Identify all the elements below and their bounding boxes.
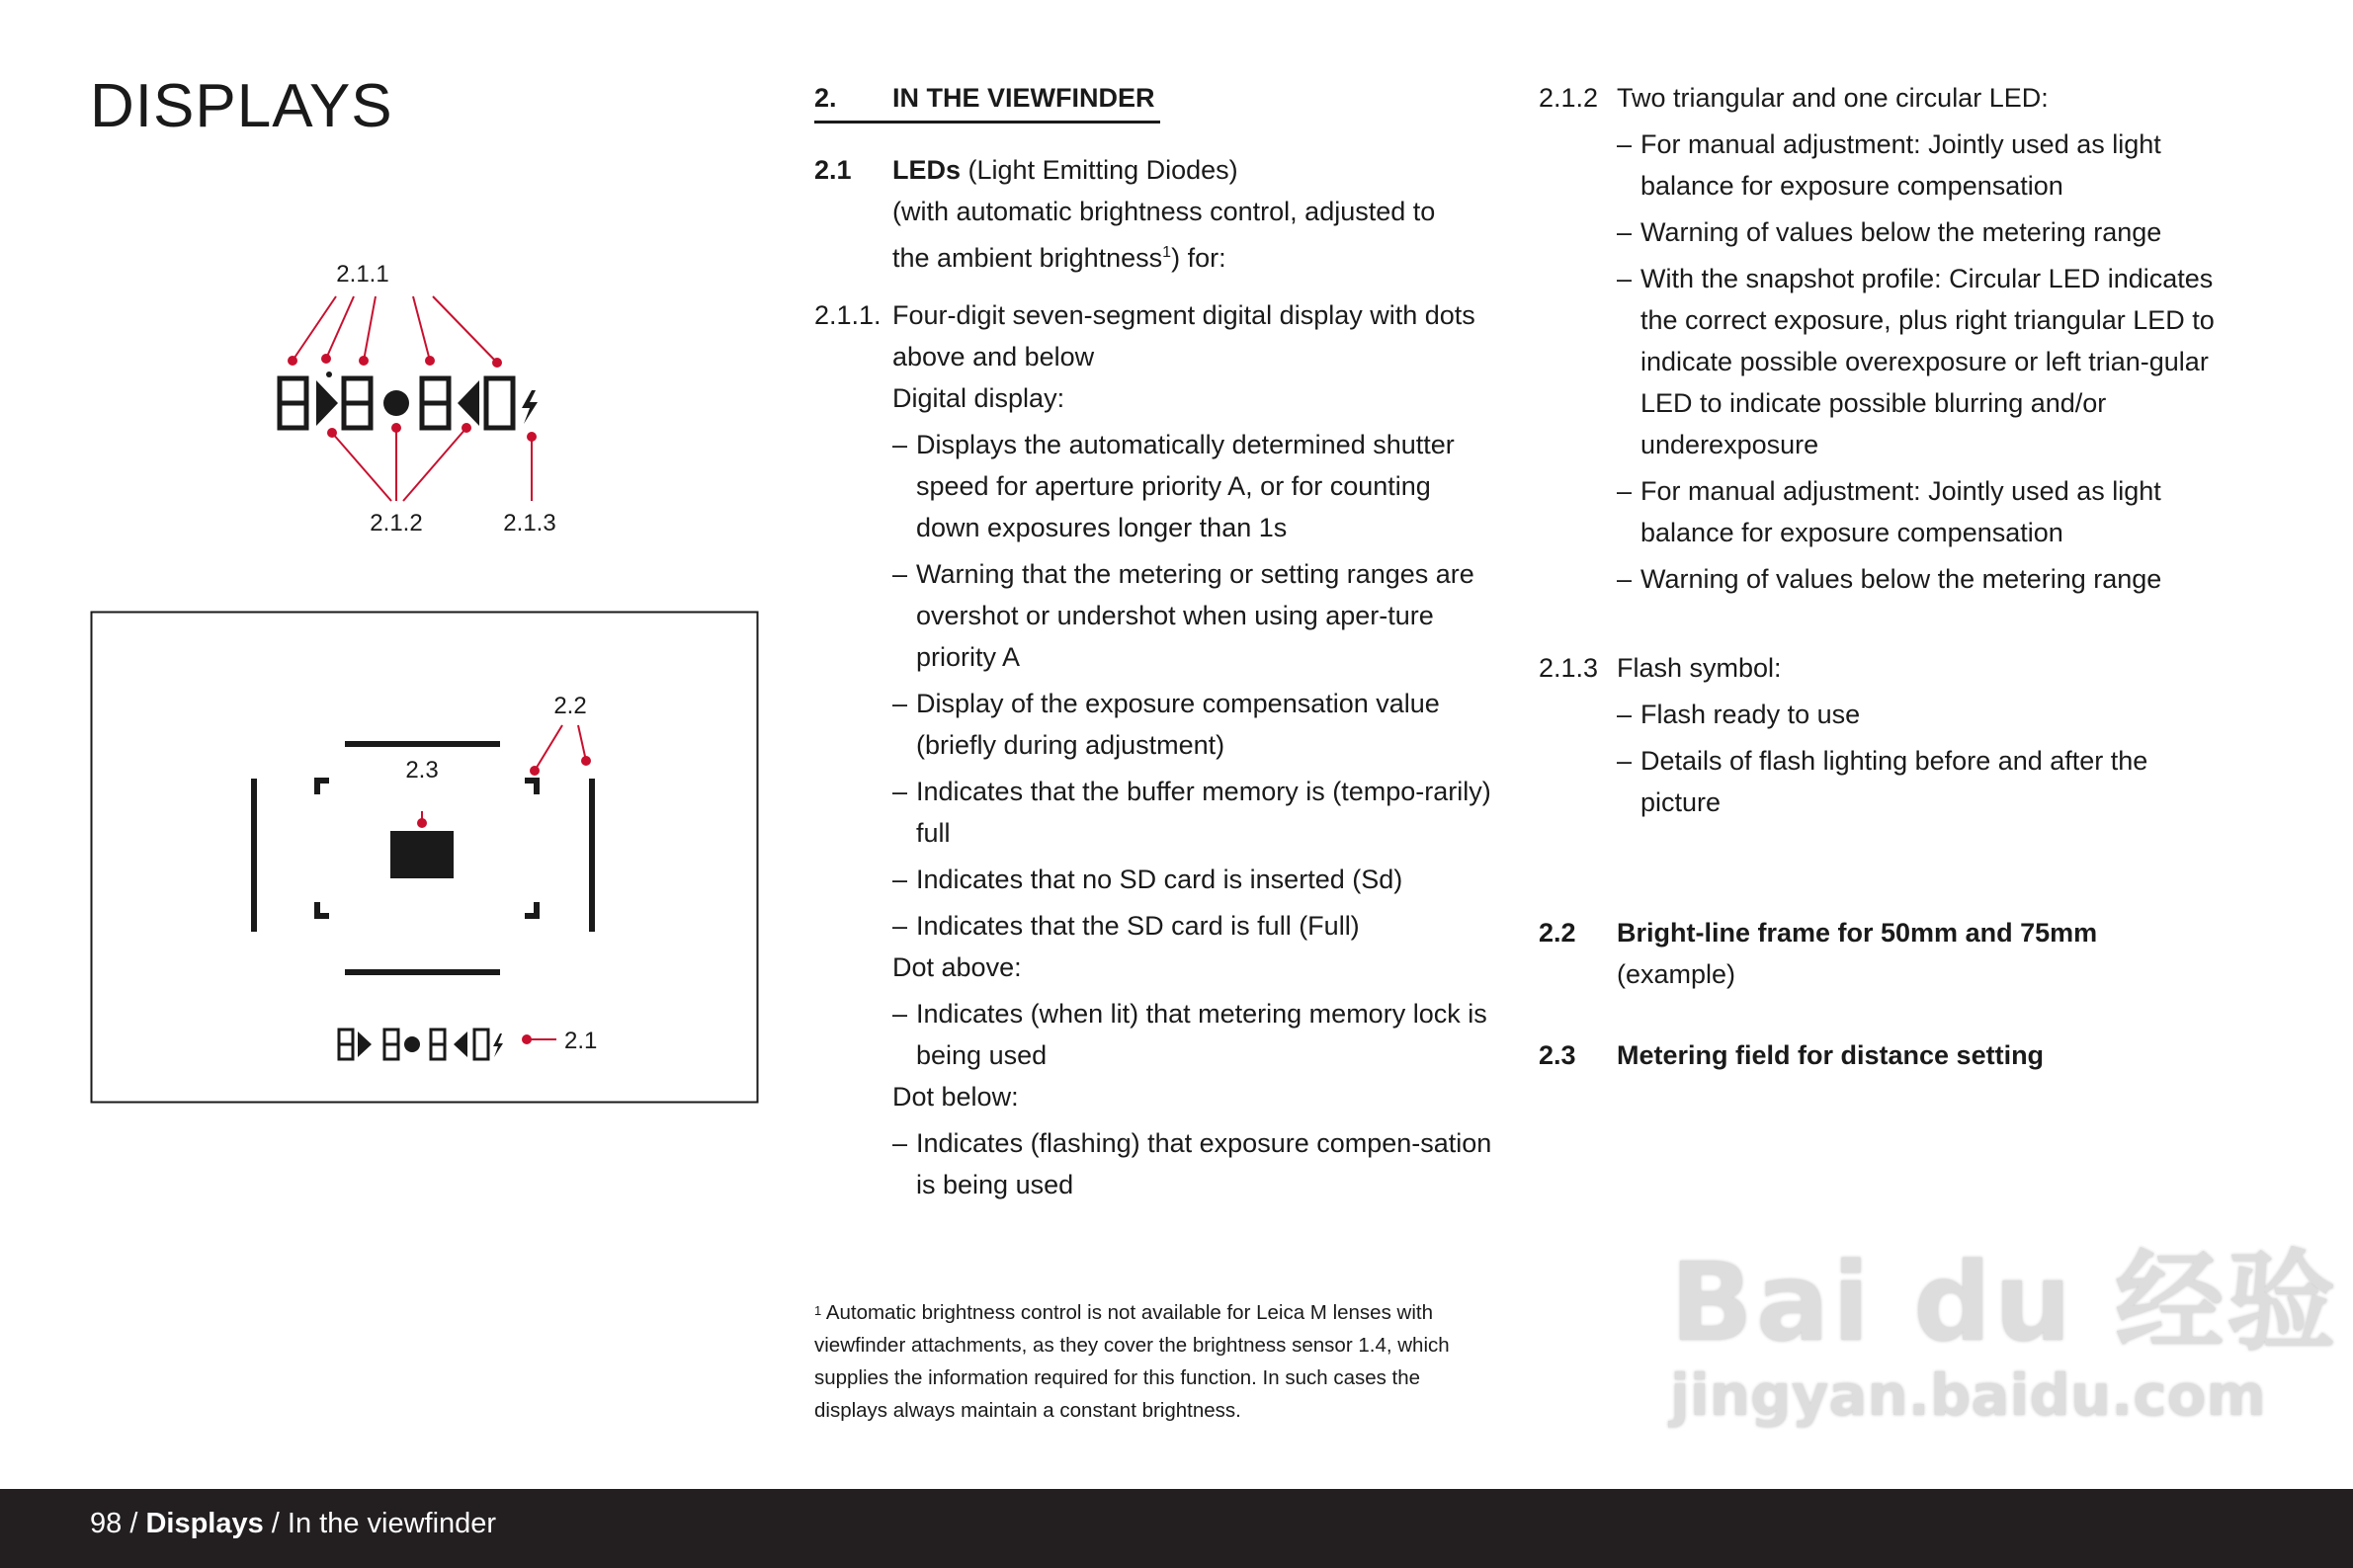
- leds-line-3: the ambient brightness: [892, 243, 1163, 273]
- section-2-1-number: 2.1: [814, 155, 852, 185]
- watermark-line-1: Bai du 经验: [1670, 1239, 2339, 1365]
- page-title: DISPLAYS: [90, 72, 393, 140]
- viewfinder-frame-diagram: [90, 611, 759, 1104]
- section-2-2: [1539, 912, 2230, 995]
- section-number: 2.: [814, 83, 837, 113]
- dot-below-label: Dot below:: [892, 1082, 1019, 1112]
- led-display-diagram: [267, 252, 573, 548]
- flash-icon: [522, 390, 538, 424]
- breadcrumb-section: Displays: [145, 1508, 264, 1539]
- list-item: – Indicates (flashing) that exposure compen-sation is being used: [892, 1128, 1492, 1199]
- breadcrumb: [90, 1508, 496, 1540]
- section-2-3-number: 2.3: [1539, 1040, 1576, 1070]
- list-item: – For manual adjustment: Jointly used as light balance for exposure compensation: [1617, 476, 2161, 547]
- section-2-1-2: [1539, 77, 2230, 600]
- section-2-2-subtitle: (example): [1617, 959, 1736, 989]
- label-2-1: 2.1: [564, 1028, 598, 1054]
- breadcrumb-subsection: In the viewfinder: [287, 1508, 497, 1539]
- list-item: – Details of flash lighting before and after the picture: [1617, 746, 2148, 817]
- list-item: – Displays the automatically determined shutter speed for aperture priority A, or for counting down exposures longer than 1s: [892, 430, 1455, 542]
- label-2-1-3: 2.1.3: [503, 510, 556, 536]
- list-item: – Indicates that the SD card is full (Full): [892, 911, 1360, 941]
- section-2-1-3: [1539, 647, 2230, 823]
- label-2-1-1: 2.1.1: [336, 261, 389, 288]
- left-triangle-led: [458, 380, 479, 426]
- section-2-1-2-title: Two triangular and one circular LED:: [1617, 83, 2049, 113]
- page-number: 98 /: [90, 1508, 146, 1539]
- leds-title-rest: (Light Emitting Diodes): [961, 155, 1238, 185]
- section-2-2-title: Bright-line frame for 50mm and 75mm: [1617, 918, 2098, 948]
- watermark-line-2: jingyan.baidu.com: [1670, 1362, 2266, 1429]
- label-2-1-2: 2.1.2: [370, 510, 423, 536]
- right-column: [1539, 77, 2230, 1076]
- baidu-watermark-logo: [1670, 1215, 2338, 1429]
- list-item: – Indicates that the buffer memory is (tempo-rarily) full: [892, 777, 1491, 848]
- list-item: – Display of the exposure compensation value (briefly during adjustment): [892, 689, 1440, 760]
- footnote-mark: 1: [814, 1303, 822, 1318]
- leds-title: LEDs: [892, 155, 962, 185]
- list-item: – With the snapshot profile: Circular LED indicates the correct exposure, plus right triangular LED to indicate possible overexposure or left trian-gular LED to indicate possible blurring and/or underexposure: [1617, 264, 2215, 459]
- list-item: – Indicates that no SD card is inserted (Sd): [892, 865, 1403, 894]
- metering-field: [390, 831, 454, 878]
- middle-column: [814, 77, 1496, 1205]
- section-2-1: [814, 149, 1496, 279]
- section-2-1-3-number: 2.1.3: [1539, 653, 1599, 683]
- section-heading: [814, 77, 1160, 124]
- circular-led: [383, 390, 409, 416]
- footnote-marker: 1: [1162, 244, 1172, 261]
- footnote-text: Automatic brightness control is not available for Leica M lenses with viewfinder attachments, as they cover the brightness sensor 1.4, which supplies the information required for this function. In such cases the displays always maintain a constant brightness.: [814, 1301, 1450, 1422]
- section-2-3: [1539, 1034, 2230, 1076]
- section-2-1-1-number: 2.1.1.: [814, 300, 882, 330]
- dot-above-label: Dot above:: [892, 952, 1022, 982]
- label-2-2: 2.2: [553, 693, 587, 719]
- section-2-1-2-number: 2.1.2: [1539, 83, 1599, 113]
- section-title: IN THE VIEWFINDER: [892, 83, 1155, 113]
- leds-line-2: (with automatic brightness control, adjusted to: [892, 197, 1436, 226]
- footnote: [814, 1296, 1496, 1427]
- list-item: – Warning that the metering or setting ranges are overshot or undershot when using aper-ture priority A: [892, 559, 1474, 672]
- breadcrumb-separator: /: [263, 1508, 288, 1539]
- section-2-1-1: [814, 294, 1496, 1205]
- list-item: – Indicates (when lit) that metering memory lock is being used: [892, 999, 1487, 1070]
- section-2-2-number: 2.2: [1539, 918, 1576, 948]
- digital-display-label: Digital display:: [892, 383, 1065, 413]
- section-2-1-1-title: Four-digit seven-segment digital display with dots above and below: [892, 300, 1475, 371]
- list-item: – Warning of values below the metering range: [1617, 217, 2162, 247]
- right-triangle-led: [316, 380, 338, 426]
- list-item: – Warning of values below the metering range: [1617, 564, 2162, 594]
- list-item: – Flash ready to use: [1617, 700, 1861, 729]
- section-2-1-3-title: Flash symbol:: [1617, 653, 1782, 683]
- leds-line-3-end: ) for:: [1171, 243, 1226, 273]
- list-item: – For manual adjustment: Jointly used as light balance for exposure compensation: [1617, 129, 2161, 201]
- label-2-3: 2.3: [405, 757, 439, 784]
- section-2-3-title: Metering field for distance setting: [1617, 1040, 2045, 1070]
